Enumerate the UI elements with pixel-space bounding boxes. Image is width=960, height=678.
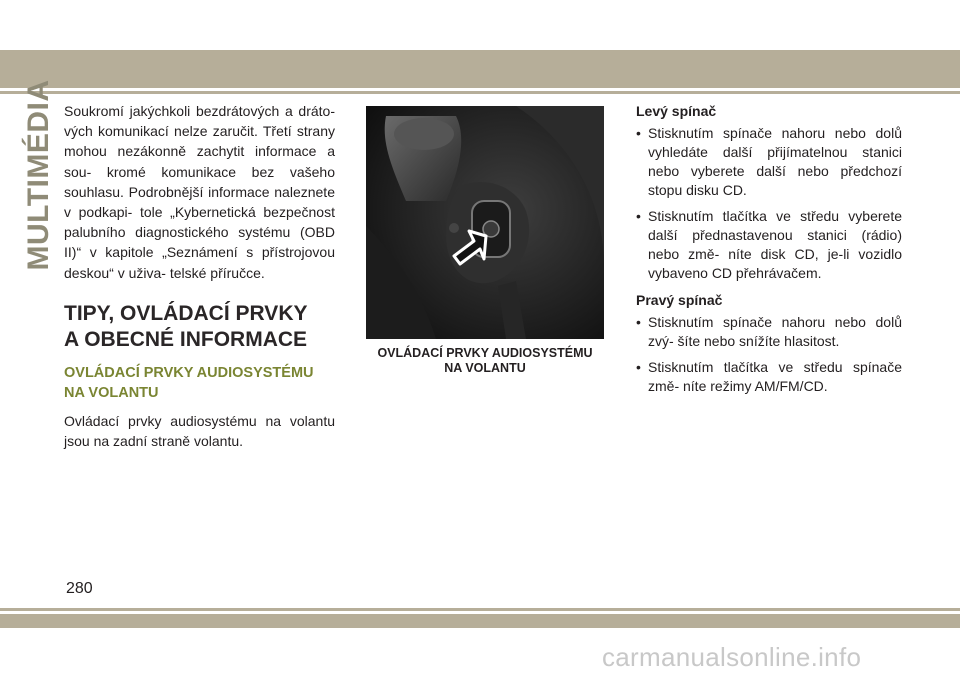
- header-rule: [0, 91, 960, 94]
- intro-paragraph: Ovládací prvky audiosystému na volantu jsou na zadní straně volantu.: [64, 412, 335, 450]
- list-item: • Stisknutím tlačítka ve středu spínače změ- níte režimy AM/FM/CD.: [636, 358, 902, 396]
- figure-caption-line1: OVLÁDACÍ PRVKY AUDIOSYSTÉMU: [377, 346, 593, 360]
- screw-head: [449, 223, 459, 233]
- privacy-paragraph: Soukromí jakýchkoli bezdrátových a dráto- vých komunikací nelze zaručit. Třetí strany mohou nezákonně zachytit informace a sou- kromé komunikace bez vašeho souhlasu. Podrobnější informace naleznete v podkapi- tole „Kybernetická bezpečnost palubního diagnostického systému (OBD II)“ v kapitole „Seznámení s přístrojovou deskou“ v uživa- telské příručce.: [64, 103, 335, 281]
- left-switch-title: Levý spínač: [636, 103, 717, 119]
- watermark: carmanualsonline.info: [602, 642, 862, 672]
- header-band: [0, 50, 960, 88]
- column-right: [636, 101, 902, 403]
- steering-wheel-photo: [366, 106, 604, 339]
- figure-caption-line2: NA VOLANTU: [444, 361, 526, 375]
- subsection-heading-line2: NA VOLANTU: [64, 384, 159, 401]
- list-item: • Stisknutím spínače nahoru nebo dolů zvý- šíte nebo snížíte hlasitost.: [636, 313, 902, 351]
- column-left: [64, 101, 335, 451]
- subsection-heading-line1: OVLÁDACÍ PRVKY AUDIOSYSTÉMU: [64, 364, 314, 381]
- list-item: • Stisknutím tlačítka ve středu vyberete další přednastavenou stanici (rádio) nebo změ- níte disk CD, je-li vozidlo vybaveno CD přehrávačem.: [636, 207, 902, 283]
- steering-wheel-illustration: [366, 106, 604, 339]
- section-heading-line2: A OBECNÉ INFORMACE: [64, 327, 308, 351]
- subsection-heading: [64, 363, 335, 403]
- right-switch-title: Pravý spínač: [636, 292, 723, 308]
- section-tab: [22, 79, 56, 271]
- section-tab-label: MULTIMÉDIA: [22, 79, 55, 271]
- section-heading: [64, 301, 335, 353]
- lever-tip: [394, 118, 454, 150]
- figure-caption: [362, 346, 608, 376]
- footer-band: [0, 614, 960, 628]
- list-item: • Stisknutím spínače nahoru nebo dolů vyhledáte další přijímatelnou stanici nebo vyberete další nebo předchozí stopu disku CD.: [636, 124, 902, 200]
- footer-rule: [0, 608, 960, 611]
- right-switch-list: [636, 313, 902, 396]
- page-number: 280: [66, 580, 93, 597]
- left-switch-list: [636, 124, 902, 283]
- section-heading-line1: TIPY, OVLÁDACÍ PRVKY: [64, 301, 308, 325]
